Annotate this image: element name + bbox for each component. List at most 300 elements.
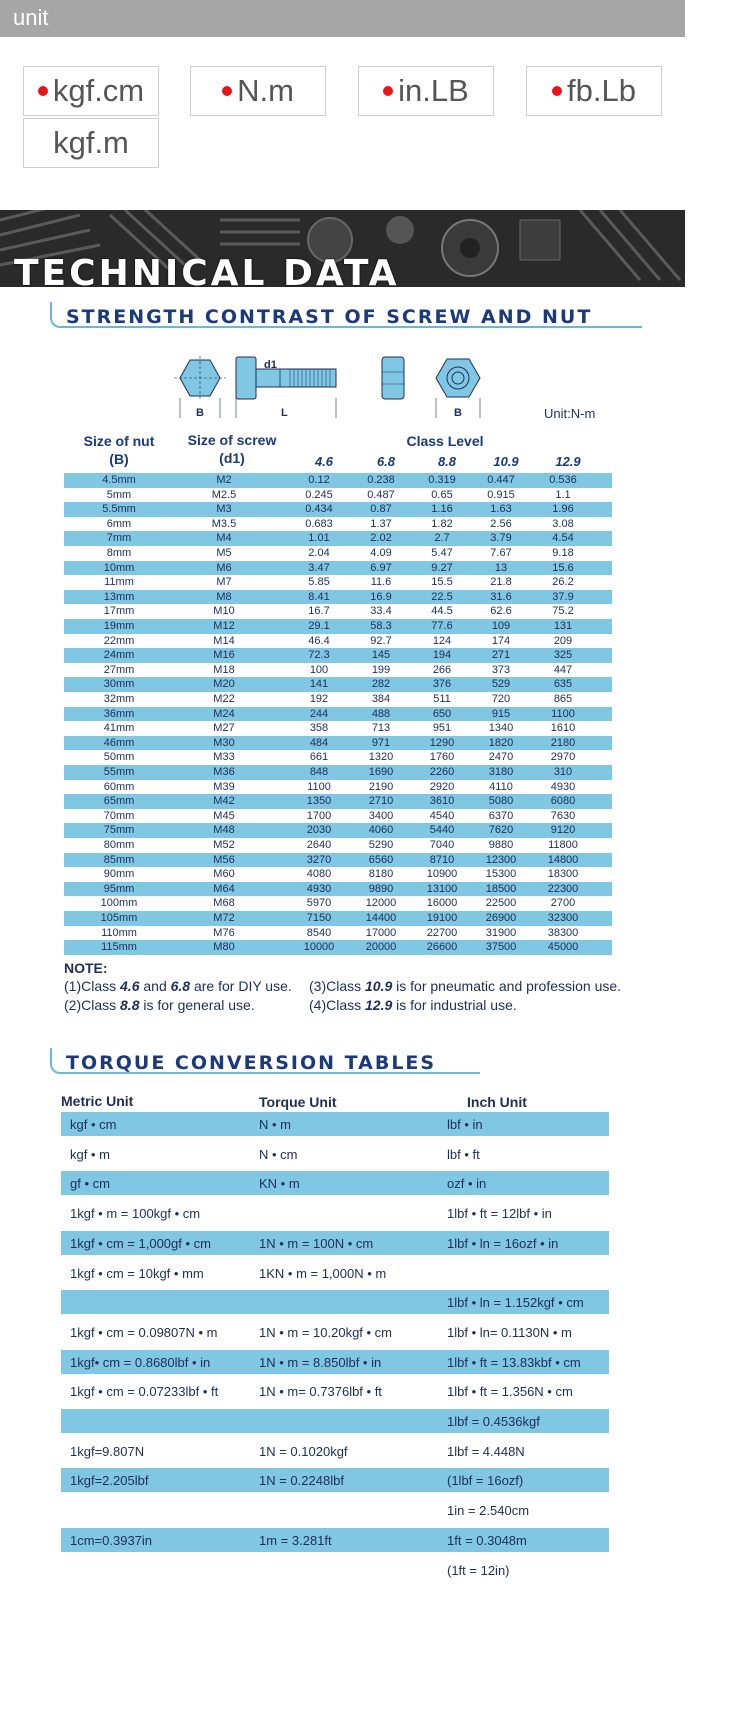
strength-section-title: STRENGTH CONTRAST OF SCREW AND NUT: [66, 306, 593, 328]
table-cell: 484: [309, 736, 329, 749]
table-cell: 50mm: [103, 751, 135, 764]
torque-row: [61, 1171, 609, 1195]
table-cell: M36: [213, 766, 235, 778]
table-cell: 3610: [429, 795, 455, 808]
table-cell: 3.79: [490, 532, 512, 545]
table-cell: 80mm: [103, 839, 135, 851]
table-cell: M3.5: [211, 517, 237, 530]
table-cell: 16000: [426, 897, 458, 910]
table-cell: M3: [216, 503, 232, 516]
table-cell: 174: [491, 634, 511, 647]
table-cell: M20: [213, 678, 235, 691]
table-cell: 2470: [488, 751, 514, 764]
table-cell: 72.3: [308, 649, 330, 662]
table-cell: M76: [213, 926, 235, 939]
table-cell: 15.5: [431, 576, 453, 589]
table-cell: 1.96: [552, 503, 574, 516]
table-row: [64, 677, 612, 692]
table-cell: 13100: [426, 882, 458, 895]
table-row: [64, 926, 612, 941]
table-cell: 384: [371, 693, 391, 705]
table-cell: 3.47: [308, 561, 330, 574]
table-cell: 15300: [485, 868, 517, 881]
table-cell: 22.5: [431, 590, 453, 603]
torque-cell: 1kgf • cm = 10kgf • mm: [70, 1265, 204, 1281]
header-class-10-9: 10.9: [493, 454, 519, 469]
table-cell: 10900: [426, 868, 458, 881]
table-cell: 4930: [550, 780, 576, 793]
unit-button-n-m[interactable]: N.m: [190, 66, 326, 116]
table-cell: 3.08: [552, 517, 574, 530]
torque-cell: (1ft = 12in): [447, 1562, 510, 1578]
table-cell: 14800: [547, 853, 579, 866]
table-cell: M10: [213, 605, 235, 618]
table-cell: 3270: [306, 853, 332, 866]
table-cell: 0.87: [370, 503, 392, 516]
torque-row: [61, 1498, 609, 1522]
torque-cell: 1kgf • cm = 0.09807N • m: [70, 1324, 218, 1340]
header-screw-sub: (d1): [219, 450, 245, 466]
table-row: [64, 473, 612, 488]
table-cell: 3400: [368, 809, 394, 822]
table-cell: 192: [309, 693, 329, 705]
table-cell: 20000: [365, 941, 397, 954]
table-cell: M42: [213, 795, 235, 808]
torque-cell: 1N • m = 10.20kgf • cm: [259, 1324, 393, 1340]
unit-label: Unit:N-m: [544, 406, 596, 421]
top-bar-title: unit: [13, 5, 49, 30]
table-cell: 650: [432, 707, 452, 720]
table-cell: 44.5: [431, 605, 453, 618]
table-cell: 100mm: [100, 897, 138, 910]
table-cell: 18300: [547, 868, 579, 881]
table-cell: 46mm: [103, 736, 135, 749]
table-cell: M18: [213, 663, 235, 676]
table-cell: 17000: [365, 926, 397, 939]
unit-button-fb-lb[interactable]: fb.Lb: [526, 66, 662, 116]
torque-header-inch: Inch Unit: [467, 1094, 527, 1110]
table-cell: 635: [553, 678, 573, 691]
table-cell: 77.6: [431, 620, 453, 632]
table-cell: 5440: [429, 824, 455, 837]
table-cell: 6mm: [106, 517, 132, 530]
table-cell: M56: [213, 853, 235, 866]
table-cell: 60mm: [103, 780, 135, 793]
header-class-level: Class Level: [406, 433, 484, 449]
torque-row: [61, 1439, 609, 1463]
table-cell: 58.3: [370, 620, 392, 632]
table-cell: 0.434: [305, 503, 333, 516]
table-cell: M16: [213, 649, 235, 662]
table-cell: 62.6: [490, 605, 512, 618]
table-cell: 31900: [485, 926, 517, 939]
table-row: [64, 546, 612, 561]
torque-cell: 1N • m = 100N • cm: [259, 1235, 374, 1251]
table-cell: M2: [216, 474, 232, 486]
table-cell: 29.1: [308, 620, 330, 632]
table-cell: M52: [213, 839, 235, 851]
note-2: (2)Class 8.8 is for general use.: [64, 997, 255, 1013]
table-cell: 1340: [488, 722, 514, 735]
table-cell: 209: [553, 634, 573, 647]
table-cell: 8mm: [106, 547, 132, 559]
table-cell: 22700: [426, 926, 458, 939]
table-cell: M33: [213, 751, 235, 764]
torque-section-title: TORQUE CONVERSION TABLES: [66, 1052, 437, 1074]
table-row: [64, 663, 612, 678]
top-bar: [0, 0, 685, 37]
table-cell: 38300: [547, 926, 579, 939]
table-cell: 5mm: [106, 488, 132, 501]
table-cell: 37.9: [552, 590, 574, 603]
table-cell: 11.6: [370, 576, 392, 589]
table-cell: 376: [432, 678, 452, 691]
torque-row: [61, 1409, 609, 1433]
table-cell: 9120: [550, 824, 576, 837]
torque-cell: 1lbf • ln= 0.1130N • m: [447, 1324, 572, 1340]
unit-button-in-lb[interactable]: in.LB: [358, 66, 494, 116]
diagram-label-d1: d1: [264, 359, 277, 371]
table-row: [64, 853, 612, 868]
table-cell: 5.85: [308, 576, 330, 589]
torque-cell: 1lbf = 4.448N: [447, 1443, 525, 1459]
table-cell: 4930: [306, 882, 332, 895]
table-cell: 9.18: [552, 547, 574, 559]
table-cell: 1290: [429, 736, 455, 749]
table-cell: 12000: [365, 897, 397, 910]
table-cell: 0.915: [487, 488, 515, 501]
table-cell: 5080: [488, 795, 514, 808]
table-cell: 5970: [306, 897, 332, 910]
selected-dot-icon: [38, 86, 48, 96]
header-screw-size: Size of screw: [187, 432, 277, 448]
table-cell: 6370: [488, 809, 514, 822]
table-cell: 2180: [550, 736, 576, 749]
technical-data-banner: [0, 210, 685, 287]
table-cell: 22500: [485, 897, 517, 910]
table-cell: 16.9: [370, 590, 392, 603]
table-cell: 0.536: [549, 474, 577, 486]
table-cell: M14: [213, 634, 235, 647]
table-cell: M7: [216, 576, 232, 589]
table-cell: 1700: [306, 809, 332, 822]
torque-cell: kgf • cm: [70, 1117, 117, 1132]
table-cell: M24: [213, 707, 235, 720]
table-cell: 41mm: [103, 722, 135, 735]
table-row: [64, 750, 612, 765]
table-cell: 2700: [550, 897, 576, 910]
table-cell: 358: [309, 722, 329, 735]
table-cell: 1100: [551, 707, 575, 720]
torque-cell: 1kgf • cm = 0.07233lbf • ft: [70, 1384, 219, 1400]
torque-cell: (1lbf = 16ozf): [447, 1473, 524, 1489]
table-cell: 6.97: [370, 561, 392, 574]
table-cell: 2030: [306, 824, 332, 837]
table-cell: 865: [553, 693, 573, 705]
torque-cell: 1kgf• cm = 0.8680lbf • in: [70, 1354, 211, 1370]
diagram-label-b2: B: [454, 407, 462, 419]
table-cell: 1760: [429, 751, 455, 764]
torque-cell: 1lbf • ft = 13.83kbf • cm: [447, 1354, 581, 1370]
table-row: [64, 561, 612, 576]
table-cell: 447: [553, 663, 573, 676]
header-nut-sub: (B): [109, 451, 129, 467]
table-cell: 7mm: [106, 532, 132, 545]
table-cell: 5290: [368, 839, 394, 851]
table-cell: 32mm: [103, 693, 135, 705]
table-cell: 9880: [488, 839, 514, 851]
header-class-6-8: 6.8: [376, 454, 396, 469]
table-cell: 75mm: [103, 824, 135, 837]
diagram-label-l: L: [281, 407, 288, 419]
table-cell: 1350: [306, 795, 332, 808]
torque-cell: 1N • m = 8.850lbf • in: [259, 1354, 382, 1370]
table-cell: 2260: [429, 766, 455, 778]
table-row: [64, 604, 612, 619]
table-cell: 32300: [547, 912, 579, 924]
table-row: [64, 823, 612, 838]
table-cell: 19100: [426, 912, 458, 924]
table-cell: 199: [371, 663, 391, 676]
table-cell: 22300: [547, 882, 579, 895]
table-row: [64, 517, 612, 532]
unit-button-kgf-m[interactable]: kgf.m: [23, 118, 159, 168]
table-cell: 92.7: [370, 634, 392, 647]
header-class-4-6: 4.6: [314, 454, 334, 469]
table-cell: 11mm: [104, 576, 134, 589]
table-row: [64, 838, 612, 853]
table-cell: 6560: [368, 853, 394, 866]
table-cell: 2.04: [308, 547, 330, 559]
torque-cell: 1N = 0.2248lbf: [259, 1473, 344, 1489]
torque-cell: 1lbf • ln = 1.152kgf • cm: [447, 1295, 584, 1311]
table-cell: 0.447: [487, 474, 515, 486]
torque-cell: lbf • in: [447, 1117, 483, 1132]
table-cell: 2.7: [434, 532, 450, 545]
table-row: [64, 488, 612, 503]
table-cell: 21.8: [490, 576, 512, 589]
table-cell: 9.27: [431, 561, 453, 574]
table-cell: 85mm: [103, 853, 135, 866]
table-cell: 325: [553, 649, 573, 662]
table-cell: 1.01: [308, 532, 330, 545]
table-cell: 9890: [368, 882, 394, 895]
table-cell: 16.7: [308, 605, 330, 618]
torque-cell: 1ft = 0.3048m: [447, 1532, 527, 1548]
table-cell: 2.56: [490, 517, 512, 530]
table-cell: 46.4: [308, 634, 330, 647]
table-cell: M68: [213, 897, 235, 910]
torque-cell: N • cm: [259, 1146, 298, 1162]
table-row: [64, 721, 612, 736]
table-cell: 65mm: [103, 795, 135, 808]
table-cell: 310: [553, 766, 573, 778]
table-cell: 145: [371, 649, 391, 662]
torque-row: [61, 1468, 609, 1492]
torque-row: [61, 1528, 609, 1552]
table-cell: 31.6: [490, 590, 512, 603]
header-class-8-8: 8.8: [437, 454, 457, 469]
table-cell: 7150: [306, 912, 332, 924]
torque-cell: 1lbf • ft = 1.356N • cm: [447, 1384, 573, 1400]
table-row: [64, 794, 612, 809]
table-cell: 2.02: [370, 532, 392, 545]
table-cell: 10mm: [103, 561, 135, 574]
table-row: [64, 648, 612, 663]
table-row: [64, 590, 612, 605]
table-cell: 18500: [485, 882, 517, 895]
table-cell: 105mm: [100, 912, 138, 924]
table-cell: 36mm: [103, 707, 135, 720]
table-cell: 0.65: [431, 488, 453, 501]
table-cell: 141: [309, 678, 329, 691]
torque-cell: 1kgf=2.205lbf: [70, 1473, 149, 1489]
table-row: [64, 502, 612, 517]
table-cell: 30mm: [103, 678, 135, 691]
table-cell: 720: [491, 693, 511, 705]
unit-button-kgf-cm[interactable]: kgf.cm: [23, 66, 159, 116]
table-row: [64, 765, 612, 780]
table-cell: 6080: [550, 795, 576, 808]
table-cell: M12: [213, 620, 235, 632]
table-cell: M60: [213, 868, 235, 881]
torque-cell: 1m = 3.281ft: [259, 1532, 332, 1548]
note-4: (4)Class 12.9 is for industrial use.: [309, 997, 517, 1013]
table-cell: 1.82: [431, 517, 453, 530]
torque-header-metric: Metric Unit: [61, 1093, 134, 1109]
table-cell: 2920: [429, 780, 455, 793]
table-row: [64, 707, 612, 722]
table-row: [64, 619, 612, 634]
torque-cell: 1in = 2.540cm: [447, 1503, 530, 1519]
table-row: [64, 867, 612, 882]
table-cell: 100: [309, 663, 329, 676]
table-cell: 17mm: [103, 605, 135, 618]
torque-row: [61, 1379, 609, 1403]
table-cell: M80: [213, 941, 235, 954]
table-cell: 19mm: [103, 620, 135, 632]
table-cell: 4.5mm: [102, 474, 136, 486]
table-cell: M22: [213, 693, 235, 705]
table-cell: 0.245: [305, 488, 333, 501]
table-cell: 10000: [303, 941, 335, 954]
table-row: [64, 882, 612, 897]
selected-dot-icon: [552, 86, 562, 96]
table-cell: 266: [432, 663, 452, 676]
table-cell: 0.683: [305, 517, 333, 530]
torque-cell: gf • cm: [70, 1176, 110, 1192]
table-cell: 0.12: [308, 474, 330, 486]
table-cell: M8: [216, 590, 232, 603]
torque-cell: kgf • m: [70, 1146, 110, 1162]
table-cell: 8.41: [308, 590, 330, 603]
table-cell: 3180: [488, 766, 514, 778]
torque-cell: 1KN • m = 1,000N • m: [259, 1265, 387, 1281]
table-cell: 529: [491, 678, 511, 691]
table-cell: M5: [216, 547, 232, 559]
table-cell: 8710: [429, 853, 455, 866]
table-cell: 971: [371, 736, 391, 749]
table-cell: 848: [309, 766, 329, 778]
table-cell: 37500: [485, 941, 517, 954]
torque-cell: 1lbf • ln = 16ozf • in: [447, 1235, 559, 1251]
table-cell: M30: [213, 736, 235, 749]
note-1: (1)Class 4.6 and 6.8 are for DIY use.: [64, 978, 292, 994]
table-cell: 27mm: [103, 663, 135, 676]
table-cell: 22mm: [103, 634, 135, 647]
table-cell: 4080: [306, 868, 332, 881]
torque-cell: 1lbf • ft = 12lbf • in: [447, 1206, 552, 1222]
torque-cell: ozf • in: [447, 1176, 487, 1192]
note-title: NOTE:: [64, 960, 108, 976]
table-cell: 1.1: [555, 488, 571, 501]
table-cell: 915: [491, 707, 511, 720]
table-cell: 115mm: [101, 941, 137, 954]
torque-cell: 1kgf • cm = 1,000gf • cm: [70, 1235, 211, 1251]
torque-cell: lbf • ft: [447, 1146, 480, 1162]
table-cell: M45: [213, 809, 235, 822]
torque-cell: KN • m: [259, 1176, 300, 1192]
table-cell: 110mm: [101, 926, 137, 939]
torque-row: [61, 1320, 609, 1344]
table-cell: M2.5: [211, 488, 237, 501]
table-cell: 4.54: [552, 532, 574, 545]
table-cell: 1100: [307, 780, 331, 793]
table-row: [64, 896, 612, 911]
table-row: [64, 634, 612, 649]
table-cell: 15.6: [552, 561, 574, 574]
torque-header-torque: Torque Unit: [259, 1094, 337, 1110]
table-cell: 1690: [368, 766, 394, 778]
table-cell: M72: [213, 912, 235, 924]
table-cell: 8180: [368, 868, 394, 881]
table-cell: 271: [491, 649, 511, 662]
torque-cell: 1cm=0.3937in: [70, 1532, 153, 1548]
table-cell: 4110: [489, 780, 513, 793]
table-cell: 45000: [547, 941, 579, 954]
table-cell: 0.319: [428, 474, 456, 486]
table-row: [64, 940, 612, 955]
table-cell: 488: [371, 707, 391, 720]
table-cell: 14400: [365, 912, 397, 924]
table-cell: 2710: [368, 795, 394, 808]
table-cell: 5.5mm: [102, 503, 136, 516]
table-cell: 1.63: [490, 503, 512, 516]
table-cell: 4540: [429, 809, 455, 822]
table-cell: 33.4: [370, 605, 392, 618]
torque-row: [61, 1201, 609, 1225]
table-cell: 0.487: [367, 488, 395, 501]
table-cell: 4060: [368, 824, 394, 837]
table-cell: 0.238: [367, 474, 395, 486]
table-cell: 713: [371, 722, 391, 735]
table-row: [64, 809, 612, 824]
table-cell: M64: [213, 882, 235, 895]
table-cell: 1.37: [370, 517, 392, 530]
table-cell: M48: [213, 824, 235, 837]
table-cell: 11800: [548, 839, 578, 851]
table-cell: 2640: [306, 839, 332, 851]
table-cell: 4.09: [370, 547, 392, 559]
table-cell: 26900: [485, 912, 517, 924]
banner-title: TECHNICAL DATA: [14, 253, 400, 287]
table-cell: 1610: [550, 722, 576, 735]
header-nut-size: Size of nut: [83, 433, 155, 449]
table-row: [64, 911, 612, 926]
torque-cell: 1lbf = 0.4536kgf: [447, 1414, 540, 1429]
torque-row: [61, 1231, 609, 1255]
table-cell: 7620: [488, 824, 514, 837]
